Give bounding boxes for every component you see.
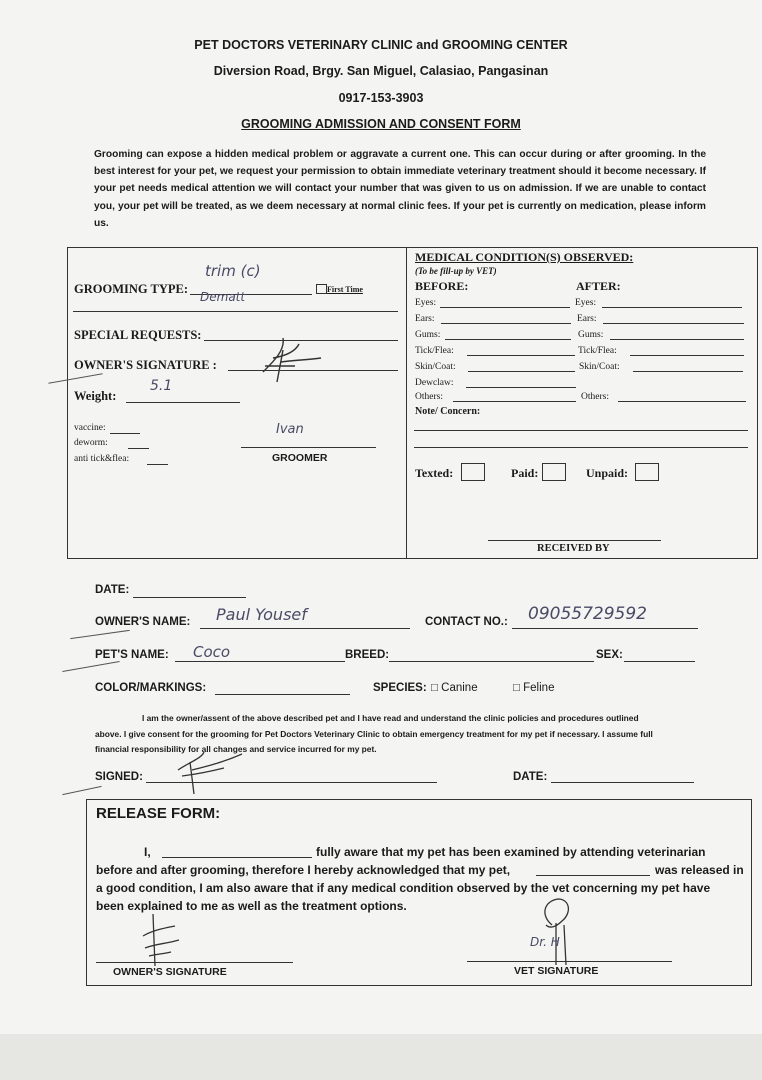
weight-value: 5.1: [150, 378, 173, 394]
breed-label: BREED:: [345, 649, 390, 661]
release-pet-line[interactable]: [536, 875, 650, 876]
pet-name-value: Coco: [193, 643, 231, 661]
after-label: AFTER:: [576, 279, 621, 293]
after-tick-line[interactable]: [630, 355, 744, 356]
consent-line-3: financial responsibility for all changes and service incurred for my pet.: [95, 744, 377, 754]
clinic-phone: 0917-153-3903: [338, 91, 424, 105]
note-label: Note/ Concern:: [415, 406, 481, 417]
contact-value: 09055729592: [528, 604, 647, 624]
before-skin-line[interactable]: [468, 371, 575, 372]
unpaid-label: Unpaid:: [586, 466, 629, 480]
owner-name-value: Paul Yousef: [216, 605, 307, 624]
grooming-type-line-2[interactable]: [73, 311, 398, 312]
release-text-3: was released in: [655, 863, 744, 877]
grooming-type-label: GROOMING TYPE:: [74, 282, 189, 296]
before-eyes: Eyes:: [415, 298, 437, 308]
note-line-1[interactable]: [414, 430, 748, 431]
pet-name-line[interactable]: [175, 661, 345, 662]
anti-tick-label: anti tick&flea:: [74, 454, 130, 464]
others-after-line[interactable]: [618, 401, 746, 402]
page-bottom-edge: [0, 1034, 762, 1080]
anti-tick-line[interactable]: [147, 464, 168, 465]
consent-line-2: above. I give consent for the grooming for Pet Doctors Veterinary Clinic to obtain emergency treatment for my pet if necessary. I assume full: [95, 729, 653, 739]
color-line[interactable]: [215, 694, 350, 695]
received-by-line[interactable]: [488, 540, 661, 541]
owner-name-label: OWNER'S NAME:: [95, 616, 191, 628]
before-ears-line[interactable]: [441, 323, 571, 324]
signed-label: SIGNED:: [95, 771, 143, 783]
medical-subtitle: (To be fill-up by VET): [415, 266, 497, 276]
intro-paragraph: Grooming can expose a hidden medical problem or aggravate a current one. This can occur during or after grooming. In the best interest for your pet, we request your permission to obtain immediate veterinary treatment should it become necessary. If your pet needs medical attention we will contact your number that was given to us on admission. If we are unable to contact you, your pet will be treated, as we deem necessary at normal clinic fees. If your pet is currently on medication, please inform us.: [94, 149, 706, 229]
after-tick: Tick/Flea:: [578, 346, 617, 356]
clinic-address: Diversion Road, Brgy. San Miguel, Calasiao, Pangasinan: [213, 64, 549, 78]
feline-option[interactable]: □ Feline: [513, 682, 555, 694]
sex-line[interactable]: [624, 661, 695, 662]
before-ears: Ears:: [415, 314, 435, 324]
before-label: BEFORE:: [415, 279, 469, 293]
clinic-name: PET DOCTORS VETERINARY CLINIC and GROOMING CENTER: [194, 38, 568, 52]
color-label: COLOR/MARKINGS:: [95, 682, 207, 694]
after-skin-line[interactable]: [633, 371, 743, 372]
after-gums: Gums:: [578, 330, 604, 340]
release-vet-signature-line[interactable]: [467, 961, 672, 962]
groomer-value: Ivan: [276, 422, 304, 437]
weight-line[interactable]: [126, 402, 240, 403]
after-skin: Skin/Coat:: [579, 362, 620, 372]
grooming-type-value-2: Dematt: [200, 290, 246, 304]
date-line[interactable]: [133, 597, 246, 598]
release-title: RELEASE FORM:: [96, 805, 221, 822]
after-ears-line[interactable]: [603, 323, 744, 324]
consent-date-label: DATE:: [513, 771, 548, 783]
panel-divider: [406, 248, 407, 558]
release-owner-signature-line[interactable]: [96, 962, 293, 963]
vaccine-line[interactable]: [110, 433, 140, 434]
sex-label: SEX:: [596, 649, 623, 661]
after-eyes: Eyes:: [575, 298, 597, 308]
release-name-line[interactable]: [162, 857, 312, 858]
owner-name-stroke: [70, 630, 130, 639]
others-before-line[interactable]: [453, 401, 576, 402]
groomer-label: GROOMER: [272, 452, 328, 464]
received-by-label: RECEIVED BY: [537, 543, 610, 554]
release-i-label: I,: [144, 845, 151, 859]
texted-checkbox[interactable]: [461, 463, 485, 481]
consent-line-1: I am the owner/assent of the above described pet and I have read and understand the clinic policies and procedures outlined: [142, 713, 639, 723]
release-vet-initials: Dr. H: [530, 935, 560, 949]
release-text-1: fully aware that my pet has been examined by attending veterinarian: [316, 845, 706, 859]
before-skin: Skin/Coat:: [415, 362, 456, 372]
paid-label: Paid:: [511, 466, 539, 480]
dewclaw-line[interactable]: [466, 387, 576, 388]
before-tick: Tick/Flea:: [415, 346, 454, 356]
weight-label: Weight:: [74, 389, 117, 403]
before-gums: Gums:: [415, 330, 441, 340]
after-gums-line[interactable]: [610, 339, 744, 340]
medical-title: MEDICAL CONDITION(S) OBSERVED:: [415, 250, 634, 264]
before-tick-line[interactable]: [467, 355, 575, 356]
form-title: GROOMING ADMISSION AND CONSENT FORM: [241, 117, 521, 131]
breed-line[interactable]: [389, 661, 594, 662]
others-before-label: Others:: [415, 392, 443, 402]
release-owner-signature-label: OWNER'S SIGNATURE: [113, 966, 227, 978]
release-text-4: a good condition, I am also aware that if any medical condition observed by the vet concerning my pet have: [96, 881, 711, 895]
signed-stroke: [62, 786, 101, 795]
release-vet-signature-label: VET SIGNATURE: [514, 965, 599, 977]
special-requests-label: SPECIAL REQUESTS:: [74, 328, 202, 342]
pet-name-stroke: [62, 661, 119, 672]
dewclaw-label: Dewclaw:: [415, 378, 454, 388]
first-time-label: First Time: [327, 285, 363, 294]
before-eyes-line[interactable]: [440, 307, 570, 308]
release-text-5: been explained to me as well as the treatment options.: [96, 899, 407, 913]
owner-signature-mark: [255, 330, 325, 395]
first-time-checkbox[interactable]: [316, 284, 327, 294]
deworm-label: deworm:: [74, 438, 108, 448]
date-label: DATE:: [95, 584, 130, 596]
contact-line[interactable]: [512, 628, 698, 629]
groomer-line[interactable]: [241, 447, 376, 448]
others-after-label: Others:: [581, 392, 609, 402]
paid-checkbox[interactable]: [542, 463, 566, 481]
before-gums-line[interactable]: [445, 339, 571, 340]
release-text-2: before and after grooming, therefore I hereby acknowledged that my pet,: [96, 863, 511, 877]
texted-label: Texted:: [415, 466, 454, 480]
owner-signature-label: OWNER'S SIGNATURE :: [74, 358, 217, 372]
signed-signature-mark: [168, 748, 248, 803]
after-ears: Ears:: [577, 314, 597, 324]
species-label: SPECIES:: [373, 682, 427, 694]
unpaid-checkbox[interactable]: [635, 463, 659, 481]
vaccine-label: vaccine:: [74, 423, 106, 433]
consent-date-line[interactable]: [551, 782, 694, 783]
grooming-type-value-1: trim (c): [205, 262, 261, 280]
canine-option[interactable]: □ Canine: [431, 682, 478, 694]
deworm-line[interactable]: [128, 448, 149, 449]
owner-name-line[interactable]: [200, 628, 410, 629]
pet-name-label: PET'S NAME:: [95, 649, 169, 661]
note-line-2[interactable]: [414, 447, 748, 448]
after-eyes-line[interactable]: [602, 307, 742, 308]
contact-label: CONTACT NO.:: [425, 616, 508, 628]
